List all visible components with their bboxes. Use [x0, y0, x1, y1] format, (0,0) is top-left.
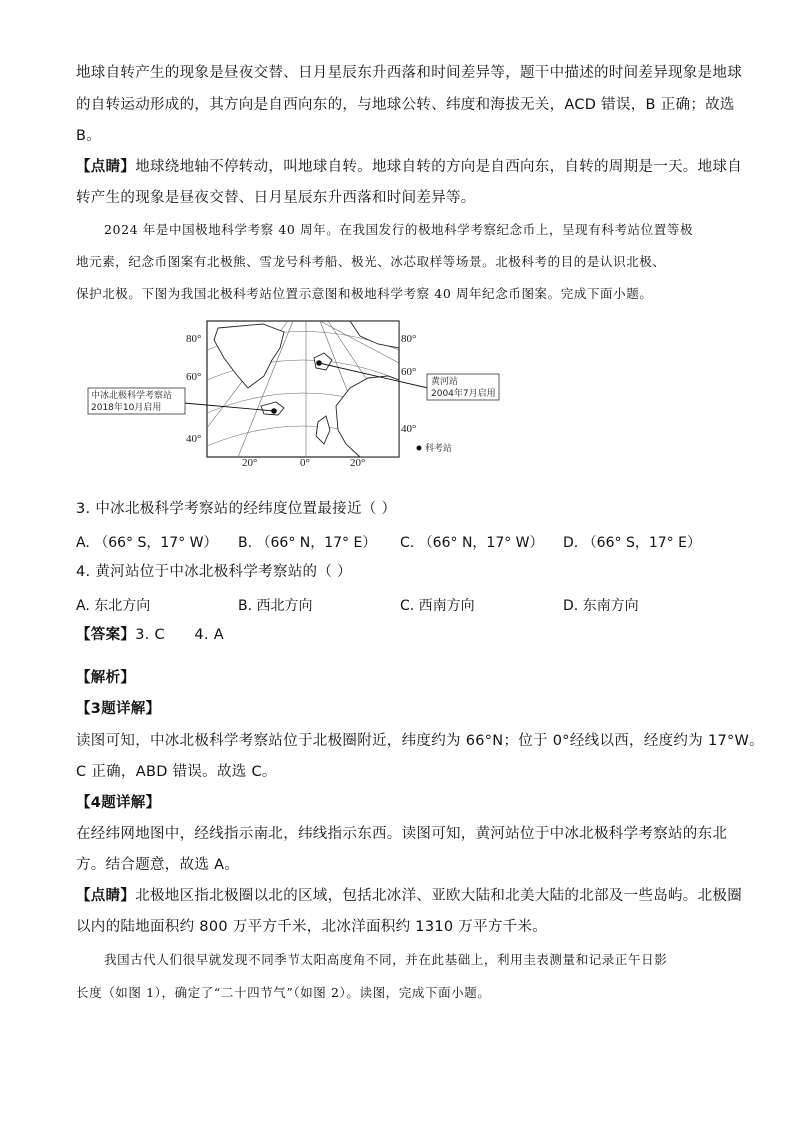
huanghe-date-label: 2004年7月启用 — [431, 389, 496, 399]
q4-detail-title: 【4题详解】 — [76, 795, 161, 811]
dianjing1-line2: 转产生的现象是昼夜交替、日月星辰东升西落和时间差异等。 — [76, 190, 476, 206]
q3-stem: 3. 中冰北极科学考察站的经纬度位置最接近（ ） — [76, 501, 397, 517]
dianjing2-line2: 以内的陆地面积约 800 万平方千米，北冰洋面积约 1310 万平方千米。 — [76, 919, 548, 935]
dianjing1-line1 — [76, 157, 742, 177]
lon-bottom-0: 0° — [300, 457, 310, 469]
legend-station-icon — [417, 446, 422, 451]
lat-right-40: 40° — [401, 423, 417, 435]
lat-left-60: 60° — [186, 371, 202, 383]
intro-line1: 2024 年是中国极地科学考察 40 周年。在我国发行的极地科学考察纪念币上，呈现有科考站位置等极 — [104, 222, 694, 237]
para1-line1: 地球自转产生的现象是昼夜交替、日月星辰东升西落和时间差异等，题干中描述的时间差异现象是地球 — [76, 65, 742, 81]
para1-line2: 的自转运动形成的，其方向是自西向东的，与地球公转、纬度和海拔无关，ACD 错误，B 正确；故选 — [76, 97, 735, 113]
legend-label: 科考站 — [425, 444, 453, 454]
dianjing2-line1 — [76, 886, 742, 906]
intro-line2: 地元素，纪念币图案有北极熊、雪龙号科考船、极光、冰芯取样等场景。北极科考的目的是认识北极、 — [76, 254, 666, 269]
q4-option-d: D. 东南方向 — [563, 598, 639, 614]
lon-bottom-20e: 20° — [350, 457, 366, 469]
answer-line — [76, 625, 224, 645]
q3-detail-line2: C 正确，ABD 错误。故选 C。 — [76, 764, 277, 780]
q4-option-b: B. 西北方向 — [238, 598, 313, 614]
q4-detail-line2: 方。结合题意，故选 A。 — [76, 857, 240, 873]
para1-line3: B。 — [76, 128, 102, 144]
dianjing1-text1: 地球绕地轴不停转动，叫地球自转。地球自转的方向是自西向东，自转的周期是一天。地球自 — [135, 159, 742, 175]
next-intro-line1: 我国古代人们很早就发现不同季节太阳高度角不同，并在此基础上，利用圭表测量和记录正午日影 — [104, 952, 668, 967]
dianjing2-tag: 【点睛】 — [76, 888, 136, 904]
lat-left-80: 80° — [186, 333, 202, 345]
q3-option-c: C. （66° N，17° W） — [400, 535, 544, 551]
dianjing2-text1: 北极地区指北极圈以北的区域，包括北冰洋、亚欧大陆和北美大陆的北部及一些岛屿。北极圈 — [135, 888, 742, 904]
lat-right-60: 60° — [401, 366, 417, 378]
answer-text: 3. C 4. A — [135, 627, 224, 643]
q3-detail-title: 【3题详解】 — [76, 701, 161, 717]
zhongbing-date-label: 2018年10月启用 — [91, 403, 162, 413]
q4-stem: 4. 黄河站位于中冰北极科学考察站的（ ） — [76, 564, 352, 580]
analysis-tag: 【解析】 — [76, 670, 136, 686]
lat-right-80: 80° — [401, 333, 417, 345]
q3-detail-line1: 读图可知，中冰北极科学考察站位于北极圈附近，纬度约为 66°N；位于 0°经线以西，经度约为 17°W。 — [76, 733, 764, 749]
answer-tag: 【答案】 — [76, 627, 136, 643]
q3-option-a: A. （66° S，17° W） — [76, 535, 218, 551]
q4-detail-line1: 在经纬网地图中，经线指示南北，纬线指示东西。读图可知，黄河站位于中冰北极科学考察站的东北 — [76, 826, 728, 842]
dianjing-tag: 【点睛】 — [76, 159, 136, 175]
lon-bottom-20w: 20° — [242, 457, 258, 469]
huanghe-name-label: 黄河站 — [431, 377, 459, 387]
q3-option-b: B. （66° N，17° E） — [238, 535, 377, 551]
q3-option-d: D. （66° S，17° E） — [563, 535, 701, 551]
intro-line3: 保护北极。下图为我国北极科考站位置示意图和极地科学考察 40 周年纪念币图案。完成下面小题。 — [76, 286, 653, 301]
lat-left-40: 40° — [186, 433, 202, 445]
q4-option-a: A. 东北方向 — [76, 598, 151, 614]
q4-option-c: C. 西南方向 — [400, 598, 475, 614]
next-intro-line2: 长度（如图 1），确定了“二十四节气”（如图 2）。读图，完成下面小题。 — [76, 985, 491, 1000]
zhongbing-name-label: 中冰北极科学考察站 — [91, 391, 173, 401]
arctic-station-map — [88, 318, 496, 469]
